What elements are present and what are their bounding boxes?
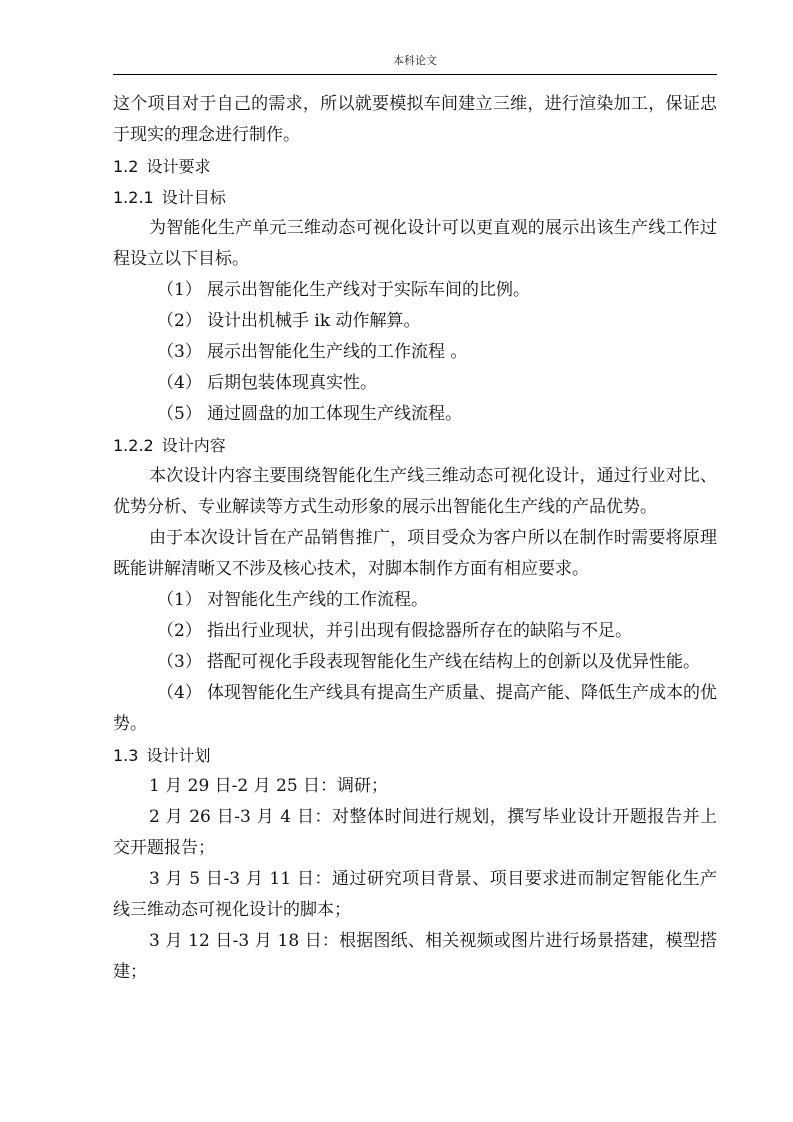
requirement-item: （1） 对智能化生产线的工作流程。 [157,590,428,610]
requirement-item: （4） 体现智能化生产线具有提高生产质量、提高产能、降低生产成本的优势。 [113,683,717,734]
content-paragraph-2: 由于本次设计旨在产品销售推广，项目受众为客户所以在制作时需要将原理既能讲解清晰又不涉及核心技术，对脚本制作方面有相应要求。 [113,528,717,579]
heading-1-2-2: 1.2.2 设计内容 [113,436,226,455]
goal-paragraph: 为智能化生产单元三维动态可视化设计可以更直观的展示出该生产线工作过程设立以下目标。 [113,218,717,269]
plan-item: 3 月 12 日-3 月 18 日：根据图纸、相关视频或图片进行场景搭建，模型搭建； [113,931,717,982]
intro-paragraph: 这个项目对于自己的需求，所以就要模拟车间建立三维，进行渲染加工，保证忠于现实的理念进行制作。 [113,94,717,145]
plan-item: 3 月 5 日-3 月 11 日：通过研究项目背景、项目要求进而制定智能化生产线三维动态可视化设计的脚本； [113,869,717,920]
content-paragraph-1: 本次设计内容主要围绕智能化生产线三维动态可视化设计，通过行业对比、优势分析、专业解读等方式生动形象的展示出智能化生产线的产品优势。 [113,466,717,517]
document-body [113,89,717,988]
goal-item: （1） 展示出智能化生产线对于实际车间的比例。 [157,280,530,300]
goal-item: （5） 通过圆盘的加工体现生产线流程。 [157,404,462,424]
heading-1-2-1: 1.2.1 设计目标 [113,188,226,207]
goal-item: （2） 设计出机械手 ik 动作解算。 [157,311,421,331]
page-header [113,52,717,75]
heading-1-2: 1.2 设计要求 [113,157,211,176]
requirement-item: （2） 指出行业现状，并引出现有假捻器所存在的缺陷与不足。 [157,621,632,641]
plan-item: 2 月 26 日-3 月 4 日：对整体时间进行规划，撰写毕业设计开题报告并上交开题报告； [113,807,717,858]
goal-item: （3） 展示出智能化生产线的工作流程 。 [157,342,468,362]
plan-item: 1 月 29 日-2 月 25 日：调研； [149,776,389,796]
heading-1-3: 1.3 设计计划 [113,746,211,765]
requirement-item: （3） 搭配可视化手段表现智能化生产线在结构上的创新以及优异性能。 [157,652,700,672]
goal-item: （4） 后期包装体现真实性。 [157,373,377,393]
header-title: 本科论文 [393,54,437,67]
